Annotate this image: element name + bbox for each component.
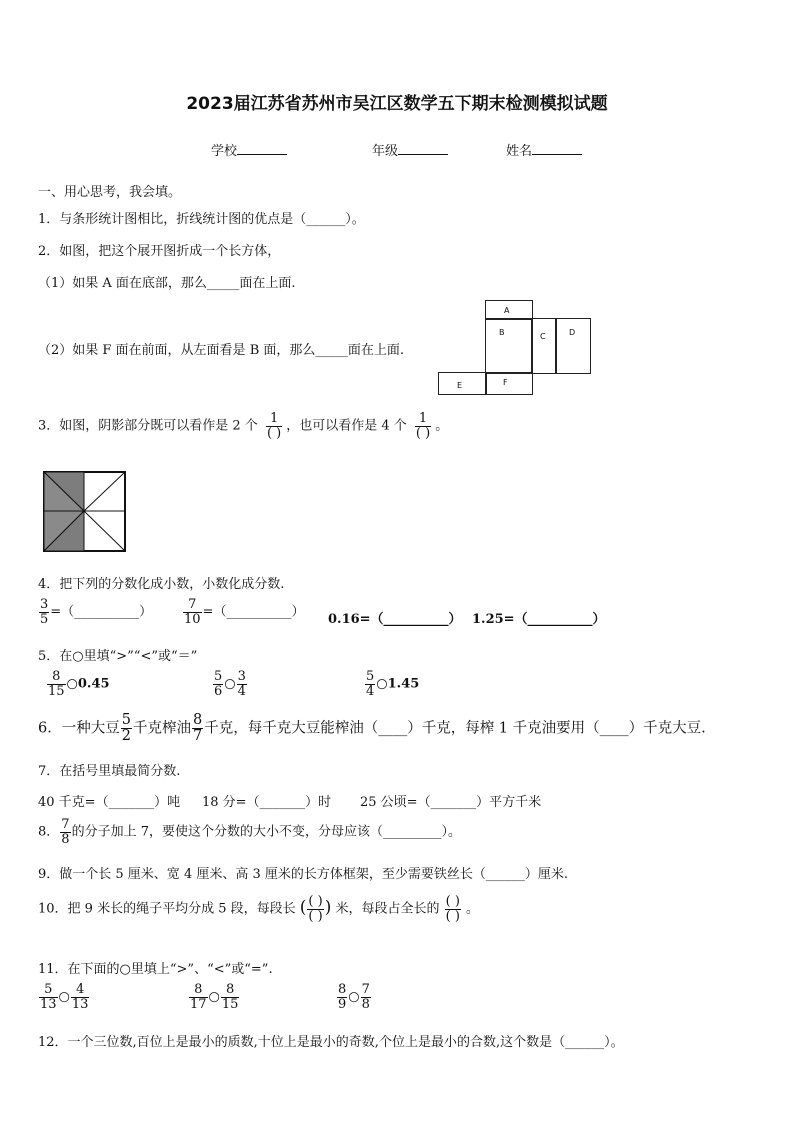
question-11-item-1	[38, 983, 90, 1011]
fraction-3-5: $\frac{3}{5}$	[40, 597, 49, 627]
compare-circle[interactable]: ○	[208, 989, 220, 1005]
fraction-7-8: $\frac{7}{8}$	[361, 982, 370, 1012]
fraction-3-4: $\frac{3}{4}$	[237, 669, 246, 699]
question-7-item-2[interactable]: 18 分=（_______）时	[202, 795, 332, 810]
question-3	[38, 412, 448, 440]
question-6-text-c: 千克，每千克大豆能榨油（____）千克，每榨 1 千克油要用（____）千克大豆.	[204, 720, 706, 737]
net-label-f: F	[503, 378, 508, 387]
question-8	[38, 818, 461, 846]
question-4-item-3[interactable]: 0.16=（__________）	[328, 612, 462, 627]
fraction-one-over-blank-2[interactable]: $\frac{1}{( )}$	[415, 411, 431, 441]
question-11-stem: 11．在下面的○里填上“>”、“<”或“=”.	[38, 962, 273, 977]
name-blank[interactable]	[532, 154, 582, 155]
fraction-8-15: $\frac{8}{15}$	[221, 982, 239, 1012]
question-8-text: 的分子加上 7，要使这个分数的大小不变，分母应该（_________）。	[71, 824, 461, 840]
question-11-item-2	[188, 983, 240, 1011]
net-label-a: A	[504, 306, 510, 315]
compare-circle[interactable]: ○	[58, 989, 70, 1005]
question-2-stem: 2．如图，把这个展开图折成一个长方体，	[38, 244, 281, 259]
fraction-8-17: $\frac{8}{17}$	[190, 982, 207, 1012]
compare-slot[interactable]: ○0.45	[66, 676, 110, 692]
fraction-8-9: $\frac{8}{9}$	[338, 982, 347, 1012]
question-4-stem: 4．把下列的分数化成小数，小数化成分数.	[38, 577, 285, 592]
question-5-item-1	[46, 670, 110, 698]
question-10-text-c: 。	[466, 901, 480, 917]
compare-circle[interactable]: ○	[348, 989, 360, 1005]
grade-blank[interactable]	[398, 154, 448, 155]
question-6	[38, 713, 706, 744]
fraction-5-4: $\frac{5}{4}$	[366, 669, 375, 699]
fraction-5-13: $\frac{5}{13}$	[40, 982, 57, 1012]
question-4-item-4[interactable]: 1.25=（__________）	[472, 612, 606, 627]
fraction-7-10: $\frac{7}{10}$	[184, 597, 201, 627]
question-4-item-1	[38, 598, 152, 626]
net-label-b: B	[499, 328, 505, 337]
question-3-text-a: 3．如图，阴影部分既可以看作是 2 个	[38, 418, 258, 434]
question-10-text-b: 米，每段占全长的	[335, 901, 440, 917]
answer-blank[interactable]: =（__________）	[202, 604, 305, 620]
question-7-item-1[interactable]: 40 千克=（_______）吨	[38, 795, 181, 810]
fraction-5-2: $\frac{5}{2}$	[121, 712, 131, 745]
name-label: 姓名	[506, 144, 533, 159]
net-face-d	[555, 318, 591, 374]
net-face-a	[485, 300, 533, 320]
compare-slot[interactable]: ○1.45	[376, 676, 420, 692]
question-7-stem: 7．在括号里填最简分数.	[38, 764, 181, 779]
question-3-text-b: ，也可以看作是 4 个	[286, 418, 407, 434]
net-face-f	[485, 372, 533, 395]
paren-right: )	[324, 897, 332, 918]
question-11-item-3	[336, 983, 372, 1011]
fraction-8-15: $\frac{8}{15}$	[48, 669, 65, 699]
fraction-blank-1[interactable]: $\frac{( )}{( )}$	[308, 894, 323, 924]
compare-circle[interactable]: ○	[224, 676, 236, 692]
answer-blank[interactable]: =（__________）	[50, 604, 153, 620]
question-10-text-a: 10．把 9 米长的绳子平均分成 5 段，每段长	[38, 901, 296, 917]
question-6-text-a: 6．一种大豆	[38, 720, 120, 737]
net-face-b	[485, 318, 533, 374]
net-face-c	[531, 318, 557, 374]
question-4-item-2	[182, 598, 304, 626]
grade-field[interactable]	[372, 140, 448, 159]
question-8-number: 8．	[38, 824, 60, 840]
school-field[interactable]	[211, 140, 287, 159]
name-field[interactable]	[506, 140, 582, 159]
question-6-text-b: 千克榨油	[132, 720, 191, 737]
fraction-4-13: $\frac{4}{13}$	[71, 982, 89, 1012]
question-5-item-2	[212, 670, 248, 698]
school-label: 学校	[211, 144, 238, 159]
net-label-d: D	[569, 328, 576, 337]
page-title: 2023届江苏省苏州市吴江区数学五下期末检测模拟试题	[186, 94, 608, 114]
fraction-blank-2[interactable]: $\frac{( )}{( )}$	[445, 894, 460, 924]
question-2-part-1: （1）如果 A 面在底部，那么_____面在上面.	[38, 276, 296, 291]
fraction-8-7: $\frac{8}{7}$	[192, 712, 203, 745]
fraction-7-8: $\frac{7}{8}$	[61, 817, 70, 847]
question-7-item-3[interactable]: 25 公顷=（_______）平方千米	[360, 795, 542, 810]
question-1: 1．与条形统计图相比，折线统计图的优点是（______）。	[38, 212, 365, 227]
question-10	[38, 895, 479, 923]
net-face-e	[438, 372, 487, 395]
question-2-part-2: （2）如果 F 面在前面，从左面看是 B 面，那么_____面在上面.	[38, 343, 405, 358]
fraction-one-over-blank-1[interactable]: $\frac{1}{( )}$	[266, 411, 282, 441]
net-label-e: E	[457, 381, 463, 390]
shaded-square-figure	[43, 471, 128, 554]
question-5-item-3	[364, 670, 419, 698]
question-3-text-c: 。	[435, 418, 449, 434]
question-9: 9．做一个长 5 厘米、宽 4 厘米、高 3 厘米的长方体框架，至少需要铁丝长（______）厘米.	[38, 867, 569, 882]
net-label-c: C	[540, 332, 546, 341]
section-heading: 一、用心思考，我会填。	[38, 185, 182, 200]
school-blank[interactable]	[237, 154, 287, 155]
paren-left: (	[299, 897, 307, 918]
grade-label: 年级	[372, 144, 399, 159]
question-12: 12．一个三位数,百位上是最小的质数,十位上是最小的奇数,个位上是最小的合数,这个数是（______）。	[38, 1035, 624, 1050]
question-5-stem: 5．在○里填“>”“<”或“＝”	[38, 649, 198, 664]
fraction-5-6: $\frac{5}{6}$	[214, 669, 223, 699]
